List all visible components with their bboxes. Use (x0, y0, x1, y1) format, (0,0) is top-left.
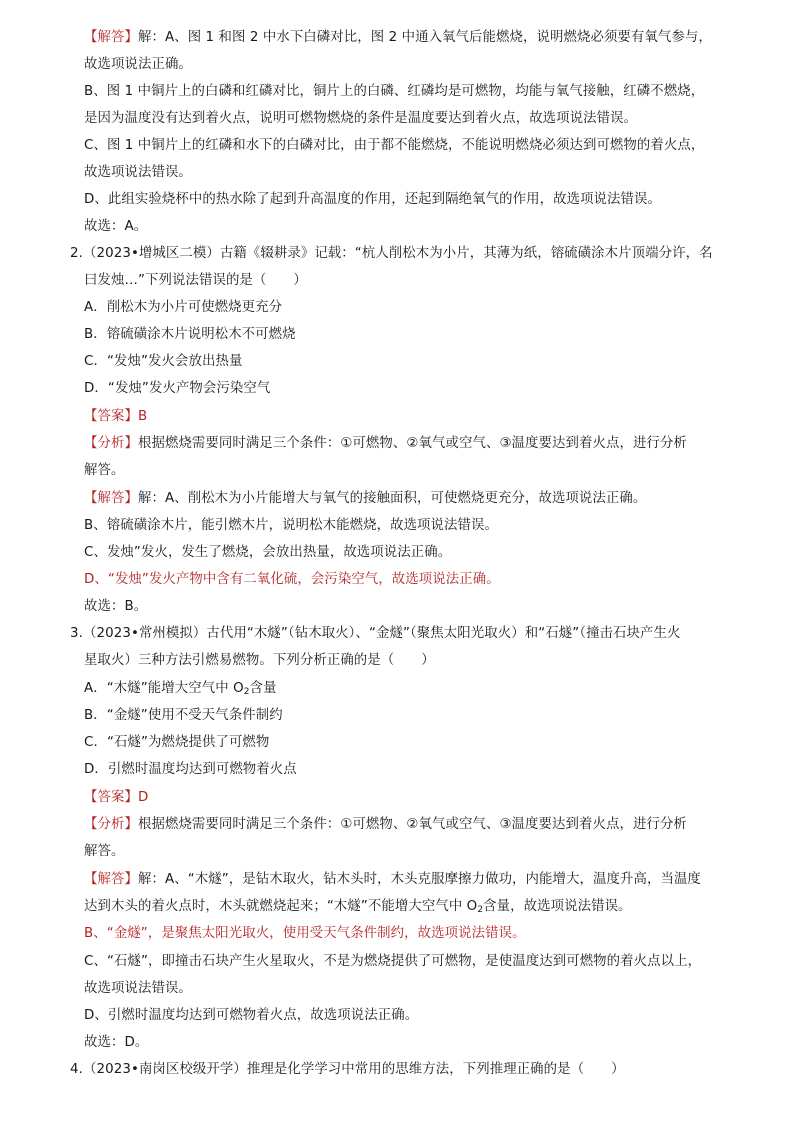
q2-option-c: C．“发烛”发火会放出热量 (84, 354, 243, 369)
q2-solution-c: C、发烛”发火，发生了燃烧，会放出热量，故选项说法正确。 (84, 545, 452, 560)
q3-analysis-line-1: 【分析】根据燃烧需要同时满足三个条件：①可燃物、②氧气或空气、③温度要达到着火点，进行分析 (84, 817, 687, 832)
q1-solution-b-line-2: 是因为温度没有达到着火点，说明可燃物燃烧的条件是温度要达到着火点，故选项说法错误。 (84, 111, 638, 126)
answer-tag: 【答案】 (84, 790, 138, 805)
q3-solution-b: B、“金燧”，是聚焦太阳光取火，使用受天气条件制约，故选项说法错误。 (84, 926, 526, 941)
analysis-tag: 【分析】 (84, 436, 138, 451)
q2-solution-b: B、镕硫磺涂木片，能引燃木片，说明松木能燃烧，故选项说法错误。 (84, 518, 499, 533)
q3-option-a: A．“木燧”能增大空气中 $O_2$含量 (84, 681, 277, 697)
q1-choice: 故选：A。 (84, 219, 148, 234)
q3-option-d: D．引燃时温度均达到可燃物着火点 (84, 762, 297, 777)
q1-solution-b-line-1: B、图 1 中铜片上的白磷和红磷对比，铜片上的白磷、红磷均是可燃物，均能与氧气接触，红磷不燃烧， (84, 84, 705, 99)
q3-stem-line-1: 3.（2023•常州模拟）古代用“木燧”（钻木取火）、“金燧”（聚焦太阳光取火）和“石燧”（撞击石块产生火 (70, 626, 681, 641)
q1-solution-c-line-1: C、图 1 中铜片上的红磷和水下的白磷对比，由于都不能燃烧，不能说明燃烧必须达到可燃物的着火点， (84, 138, 705, 153)
answer-value: B (137, 409, 148, 424)
q2-option-d: D．“发烛”发火产物会污染空气 (84, 381, 271, 396)
q1-solution-c-line-2: 故选项说法错误。 (84, 165, 192, 180)
q2-answer (84, 408, 763, 426)
q3-analysis-line-2: 解答。 (84, 844, 125, 859)
answer-tag: 【答案】 (84, 409, 138, 424)
q3-solution-d: D、引燃时温度均达到可燃物着火点，故选项说法正确。 (84, 1008, 419, 1023)
q2-stem-line-1: 2.（2023•增城区二模）古籍《辍耕录》记载：“杭人削松木为小片，其薄为纸，镕硫磺涂木片顶端分许，名 (70, 246, 713, 261)
q3-stem-line-2: 星取火）三种方法引燃易燃物。下列分析正确的是（ ） (84, 653, 435, 668)
analysis-tag: 【分析】 (84, 817, 138, 832)
q3-answer (84, 789, 763, 807)
q4-stem-line-1: 4.（2023•南岗区校级开学）推理是化学学习中常用的思维方法，下列推理正确的是（ ） (70, 1062, 625, 1077)
q2-analysis-line-2: 解答。 (84, 463, 125, 478)
q1-solution-d-line: D、此组实验烧杯中的热水除了起到升高温度的作用，还起到隔绝氧气的作用，故选项说法错误。 (84, 192, 662, 207)
q2-option-a: A．削松木为小片可使燃烧更充分 (84, 300, 283, 315)
q3-solution-line-2: 达到木头的着火点时，木头就燃烧起来；“木燧”不能增大空气中 $O_2$含量，故选项说法错误。 (84, 899, 632, 915)
q3-choice: 故选：D。 (84, 1035, 149, 1050)
q1-solution-line-1: 【解答】解：A、图 1 和图 2 中水下白磷对比，图 2 中通入氧气后能燃烧，说明燃烧必须要有氧气参与， (84, 30, 712, 45)
q3-solution-line-1: 【解答】解：A、“木燧”，是钻木取火，钻木头时，木头克服摩擦力做功，内能增大，温度升高，当温度 (84, 872, 701, 887)
q3-option-b: B．“金燧”使用不受天气条件制约 (84, 708, 283, 723)
solution-tag: 【解答】 (84, 872, 138, 887)
q2-choice: 故选：B。 (84, 599, 148, 614)
q2-solution-d: D、“发烛”发火产物中含有二氧化硫，会污染空气，故选项说法正确。 (84, 572, 500, 587)
q3-option-c: C．“石燧”为燃烧提供了可燃物 (84, 735, 270, 750)
q2-analysis-line-1: 【分析】根据燃烧需要同时满足三个条件：①可燃物、②氧气或空气、③温度要达到着火点，进行分析 (84, 436, 687, 451)
q2-option-b: B．镕硫磺涂木片说明松木不可燃烧 (84, 327, 296, 342)
q1-solution-line-2: 故选项说法正确。 (84, 57, 192, 72)
q3-solution-c-line-1: C、“石燧”，即撞击石块产生火星取火，不是为燃烧提供了可燃物，是使温度达到可燃物的着火点以上， (84, 954, 702, 969)
q2-stem-line-2: 曰发烛…”下列说法错误的是（ ） (84, 273, 307, 288)
q2-solution-a: 【解答】解：A、削松木为小片能增大与氧气的接触面积，可使燃烧更充分，故选项说法正确。 (84, 491, 647, 506)
solution-tag: 【解答】 (84, 491, 138, 506)
solution-tag: 【解答】 (84, 30, 138, 45)
q3-solution-c-line-2: 故选项说法错误。 (84, 981, 192, 996)
answer-value: D (137, 790, 149, 805)
